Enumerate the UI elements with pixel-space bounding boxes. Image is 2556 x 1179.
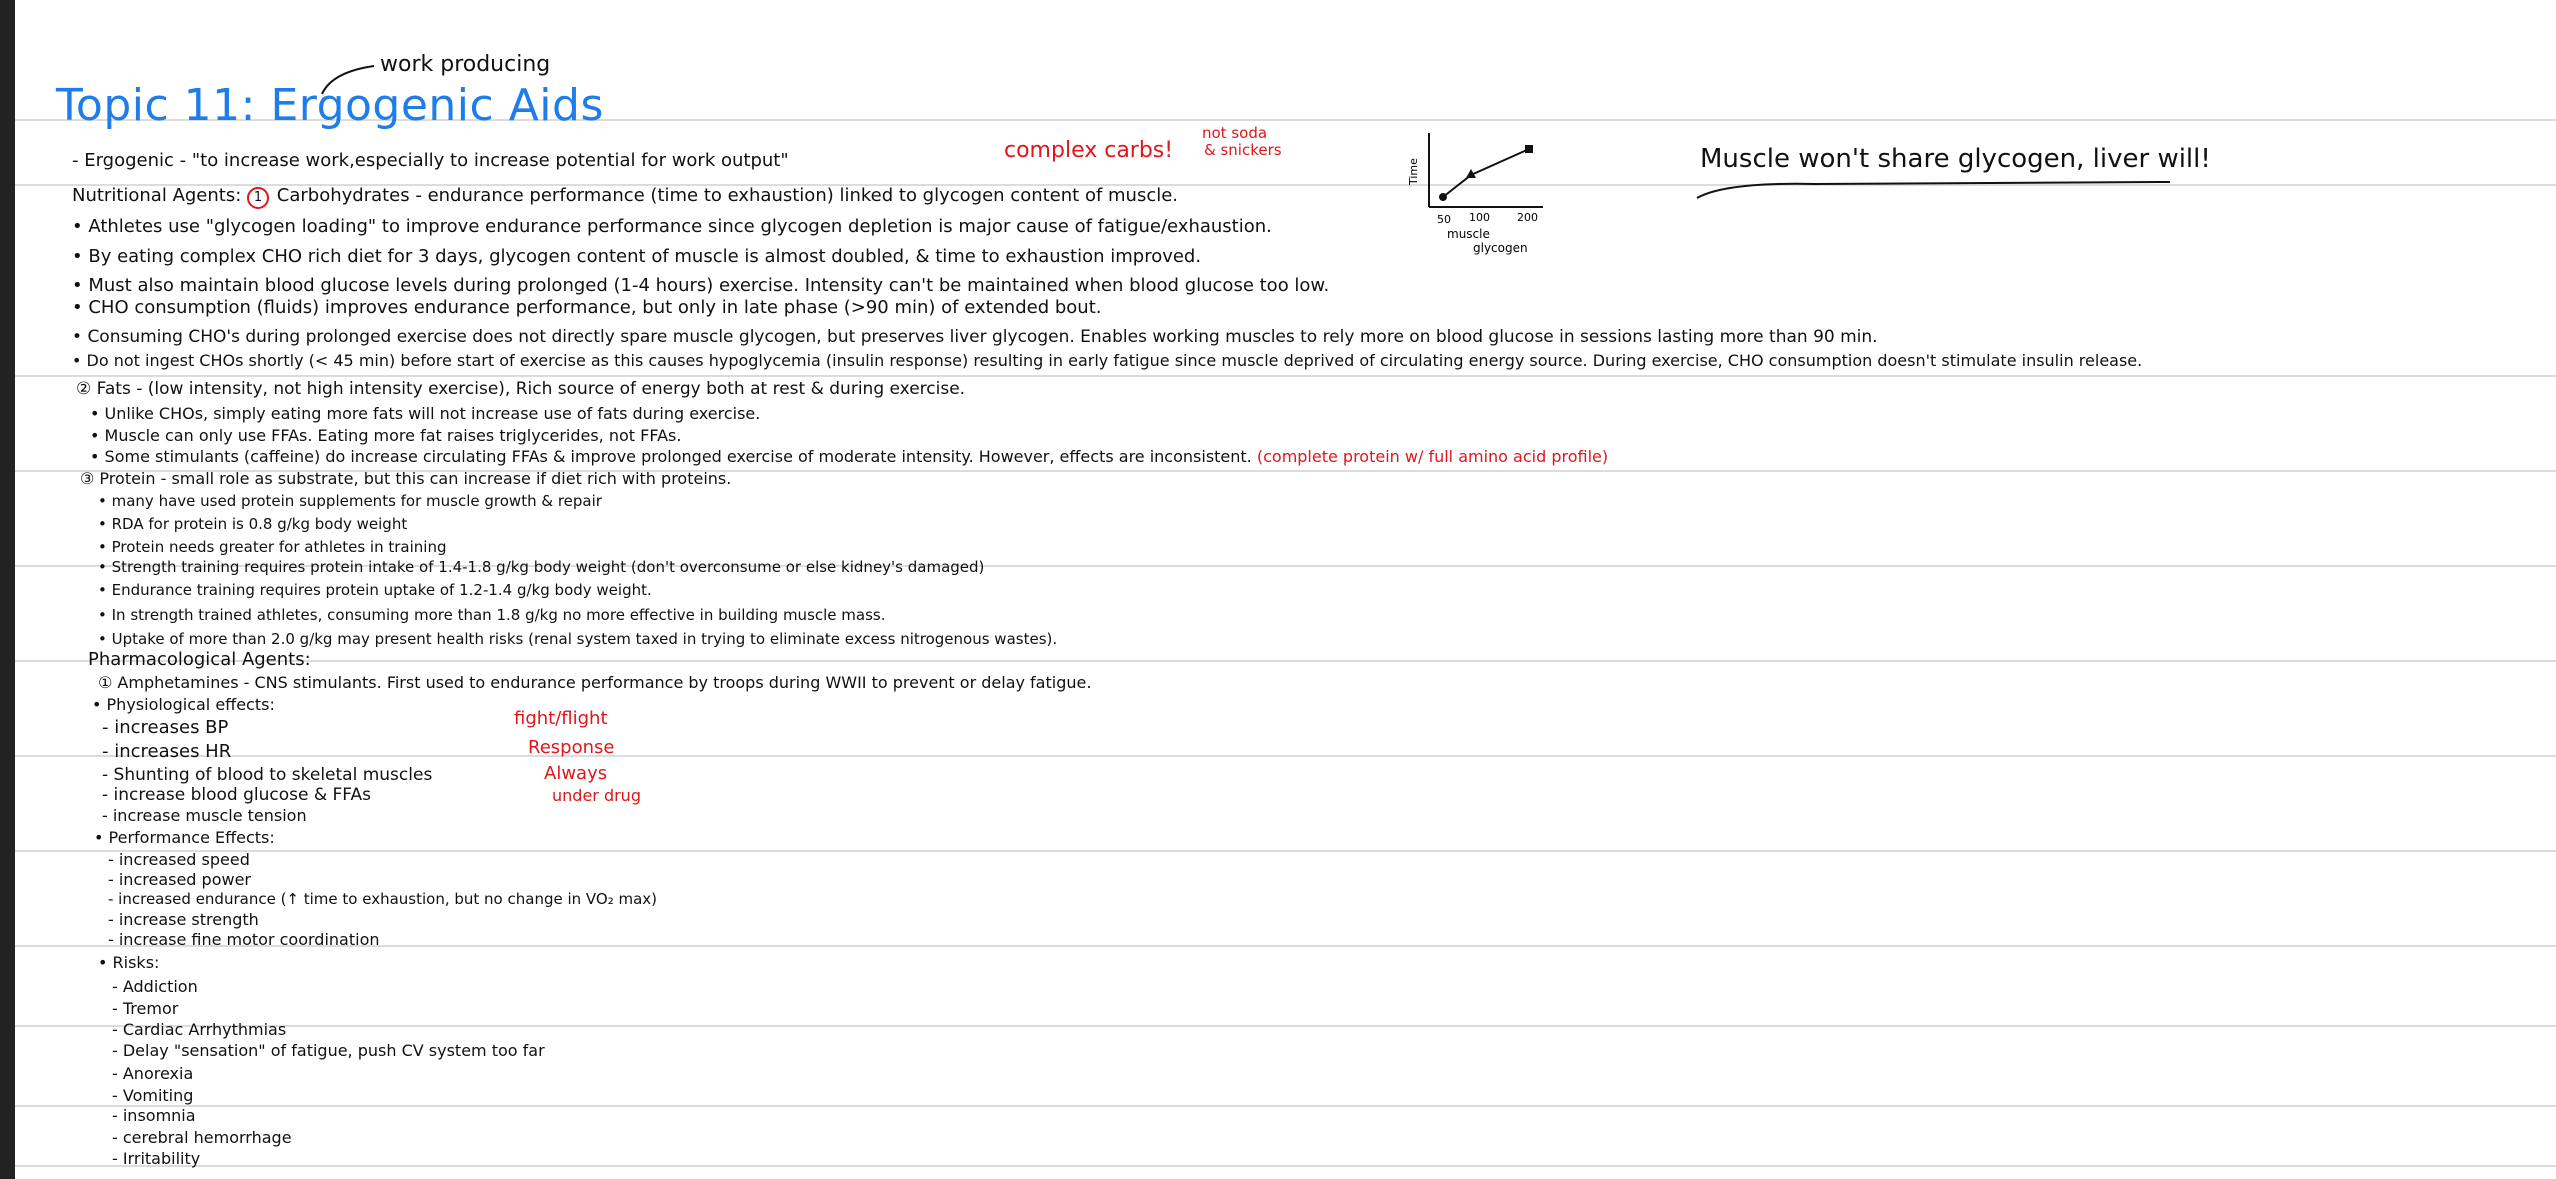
muscle-glycogen-note: Muscle won't share glycogen, liver will!	[1700, 144, 2211, 174]
perf-line-5: - increase fine motor coordination	[108, 930, 380, 949]
ergogenic-definition: - Ergogenic - "to increase work,especially to increase potential for work output"	[72, 150, 789, 171]
protein-line-5: • Endurance training requires protein uptake of 1.2-1.4 g/kg body weight.	[98, 581, 652, 599]
risk-line-8: - cerebral hemorrhage	[112, 1128, 292, 1147]
risk-line-6: - Vomiting	[112, 1086, 194, 1105]
not-soda-annotation: not soda	[1202, 124, 1268, 142]
carbohydrates-number-circle: 1	[247, 187, 269, 209]
pharmacological-header: Pharmacological Agents:	[88, 649, 311, 670]
physio-line-5: - increase muscle tension	[102, 806, 307, 825]
physiological-effects-header: • Physiological effects:	[92, 695, 275, 714]
risk-line-7: - insomnia	[112, 1106, 196, 1125]
snickers-annotation: & snickers	[1204, 141, 1282, 159]
graph-y-label: Time	[1407, 158, 1420, 185]
protein-line-3: • Protein needs greater for athletes in training	[98, 538, 447, 556]
fats-line-1: • Unlike CHOs, simply eating more fats will not increase use of fats during exercise.	[90, 404, 761, 423]
protein-line-2: • RDA for protein is 0.8 g/kg body weight	[98, 515, 408, 533]
work-producing-pointer	[318, 56, 378, 96]
perf-line-2: - increased power	[108, 870, 251, 889]
carb-line-1: • Athletes use "glycogen loading" to improve endurance performance since glycogen depletion is major cause of fatigue/exhaustion.	[72, 216, 1272, 237]
graph-point-3	[1525, 145, 1533, 153]
physio-line-3: - Shunting of blood to skeletal muscles	[102, 765, 433, 785]
risk-line-5: - Anorexia	[112, 1064, 194, 1083]
protein-header: ③ Protein - small role as substrate, but this can increase if diet rich with proteins.	[80, 469, 732, 488]
protein-line-4: • Strength training requires protein intake of 1.4-1.8 g/kg body weight (don't overconsume or else kidney's damaged)	[98, 558, 985, 576]
physio-line-2: - increases HR	[102, 741, 232, 762]
fats-line-3: • Some stimulants (caffeine) do increase circulating FFAs & improve prolonged exercise of moderate intensity. However, effects are inconsistent. (complete protein w/ full amino acid profile)	[90, 447, 1609, 466]
carbohydrates-text: Carbohydrates - endurance performance (time to exhaustion) linked to glycogen content of muscle.	[276, 185, 1179, 206]
physio-line-1: - increases BP	[102, 717, 229, 738]
perf-line-3: - increased endurance (↑ time to exhaustion, but no change in VO₂ max)	[108, 890, 658, 908]
perf-line-4: - increase strength	[108, 910, 259, 929]
carb-line-3: • Must also maintain blood glucose levels during prolonged (1-4 hours) exercise. Intensity can't be maintained when blood glucose too low.	[72, 275, 1330, 296]
fight-flight-annotation-4: under drug	[552, 786, 641, 805]
complex-carbs-annotation: complex carbs!	[1004, 138, 1174, 163]
work-producing-annotation: work producing	[380, 52, 551, 77]
carb-line-2: • By eating complex CHO rich diet for 3 days, glycogen content of muscle is almost doubled, & time to exhaustion improved.	[72, 246, 1202, 267]
nutritional-agents-label: Nutritional Agents:	[72, 185, 242, 206]
graph-x-tick-2: 100	[1469, 211, 1490, 224]
fight-flight-annotation-3: Always	[544, 763, 608, 784]
fats-header: ② Fats - (low intensity, not high intensity exercise), Rich source of energy both at rest & during exercise.	[76, 379, 966, 399]
risk-line-1: - Addiction	[112, 977, 198, 996]
graph-point-1	[1439, 193, 1447, 201]
physio-line-4: - increase blood glucose & FFAs	[102, 785, 372, 805]
amphetamines-line: ① Amphetamines - CNS stimulants. First used to endurance performance by troops during WWII to prevent or delay fatigue.	[98, 673, 1092, 692]
risk-line-9: - Irritability	[112, 1149, 201, 1168]
risk-line-3: - Cardiac Arrhythmias	[112, 1020, 287, 1039]
fight-flight-annotation-1: fight/flight	[514, 708, 608, 729]
graph-x-label-1: muscle	[1447, 227, 1490, 241]
glycogen-time-graph	[1395, 125, 1545, 260]
risk-line-4: - Delay "sensation" of fatigue, push CV system too far	[112, 1041, 545, 1060]
carb-line-4: • CHO consumption (fluids) improves endurance performance, but only in late phase (>90 min) of extended bout.	[72, 297, 1102, 318]
page-title: Topic 11: Ergogenic Aids	[56, 80, 604, 131]
graph-x-label-2: glycogen	[1473, 241, 1528, 255]
performance-effects-header: • Performance Effects:	[94, 828, 275, 847]
muscle-note-underline	[1695, 172, 2175, 202]
carb-line-5: • Consuming CHO's during prolonged exercise does not directly spare muscle glycogen, but preserves liver glycogen. Enables working muscles to rely more on blood glucose in sessions lasting more than 90 min.	[72, 327, 1878, 347]
perf-line-1: - increased speed	[108, 850, 250, 869]
fats-line-2: • Muscle can only use FFAs. Eating more fat raises triglycerides, not FFAs.	[90, 426, 682, 445]
risks-header: • Risks:	[98, 953, 160, 972]
nutritional-agents-line	[72, 187, 1178, 209]
protein-line-1: • many have used protein supplements for muscle growth & repair	[98, 492, 602, 510]
graph-x-tick-3: 200	[1517, 211, 1538, 224]
fight-flight-annotation-2: Response	[528, 737, 615, 758]
graph-x-tick-1: 50	[1437, 213, 1451, 226]
complete-protein-annotation: (complete protein w/ full amino acid profile)	[1256, 447, 1609, 466]
carb-line-6: • Do not ingest CHOs shortly (< 45 min) before start of exercise as this causes hypoglycemia (insulin response) resulting in early fatigue since muscle deprived of circulating energy source. During exercise, CHO consumption doesn't stimulate insulin release.	[72, 351, 2143, 370]
protein-line-6: • In strength trained athletes, consuming more than 1.8 g/kg no more effective in building muscle mass.	[98, 606, 886, 624]
risk-line-2: - Tremor	[112, 999, 179, 1018]
protein-line-7: • Uptake of more than 2.0 g/kg may present health risks (renal system taxed in trying to eliminate excess nitrogenous wastes).	[98, 630, 1058, 648]
